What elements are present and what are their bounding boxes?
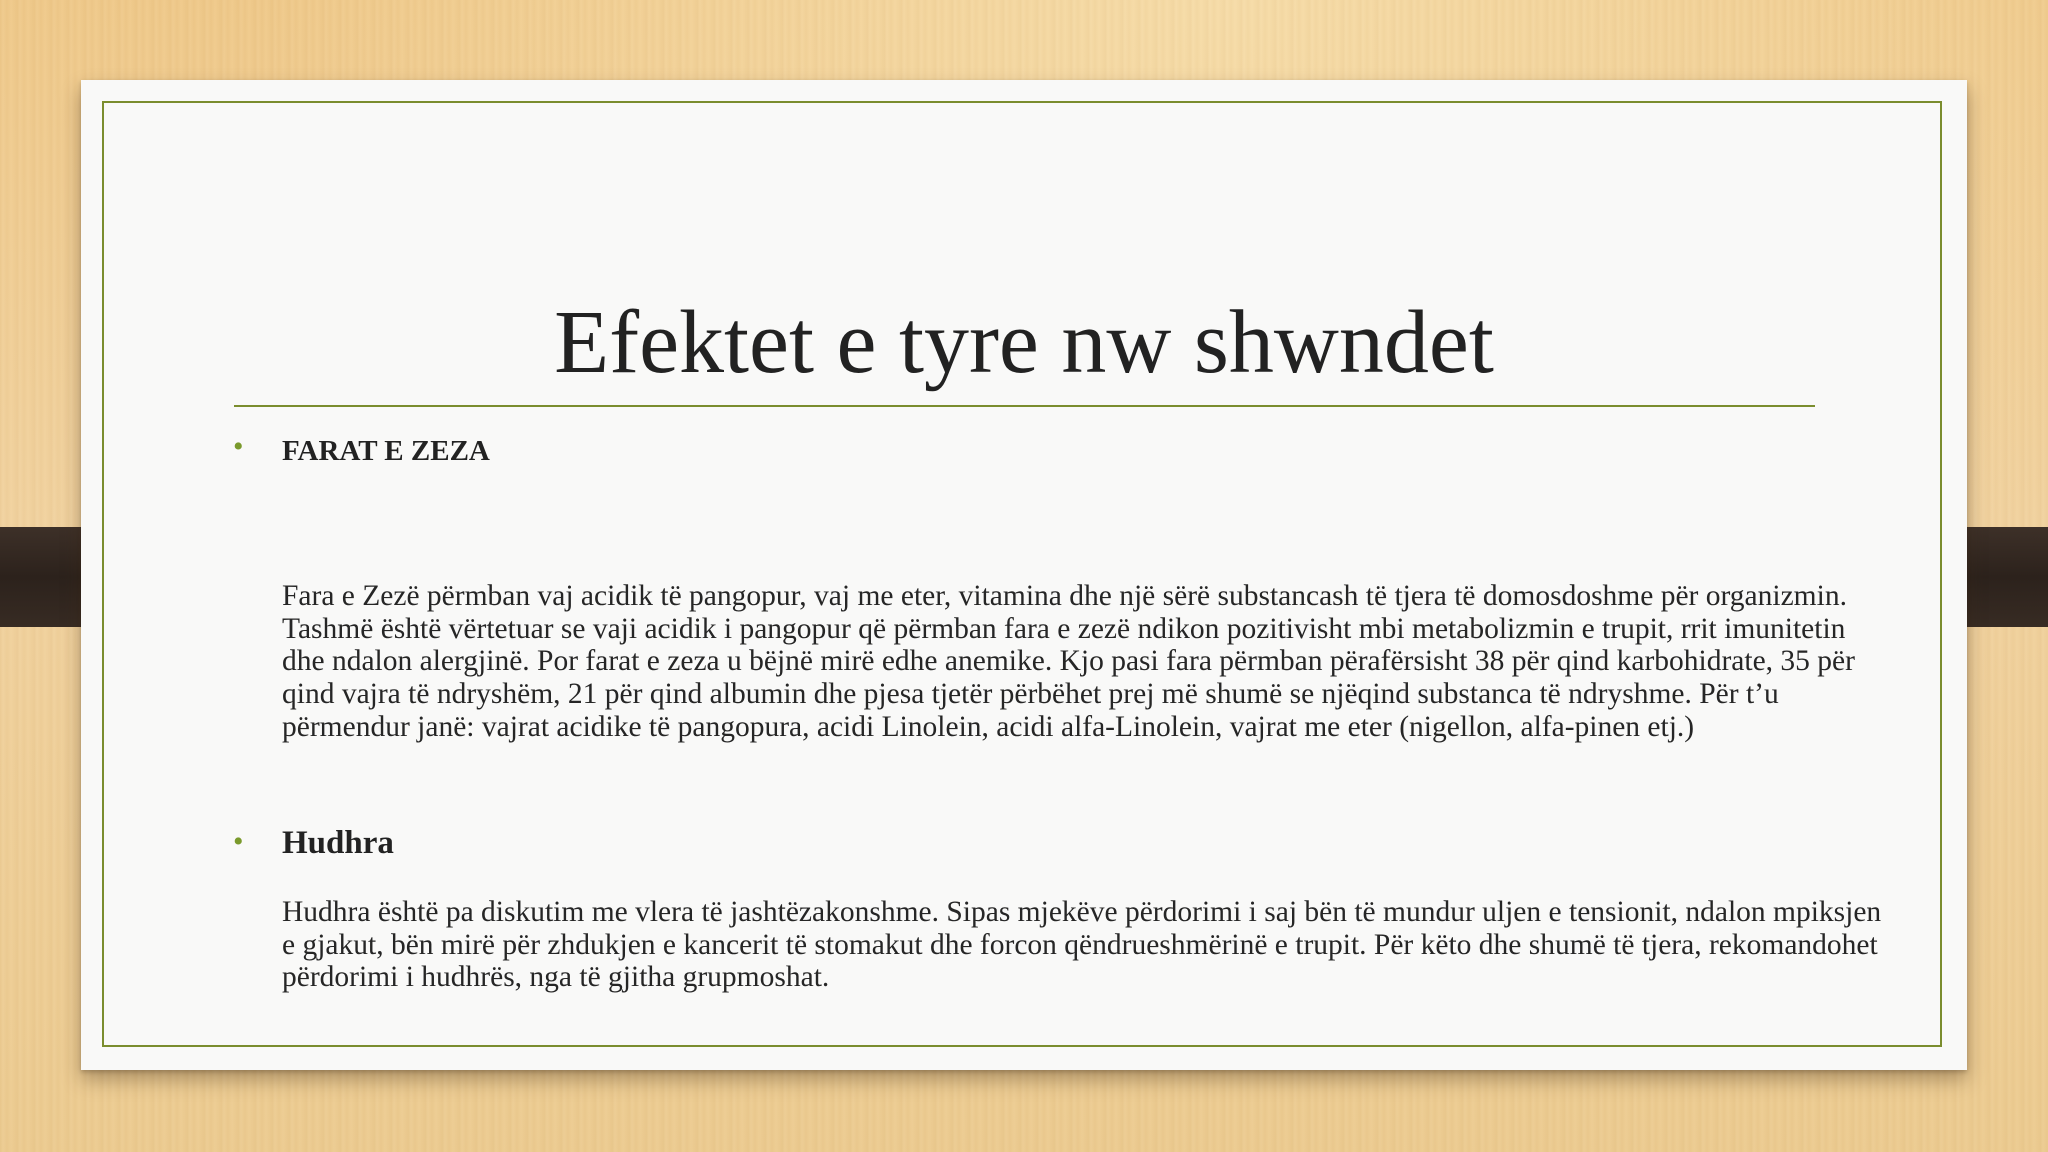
- section-heading: Hudhra: [282, 825, 394, 861]
- bullet-icon: •: [233, 825, 244, 858]
- slide-title: Efektet e tyre nw shwndet: [554, 293, 1494, 392]
- title-divider: [234, 405, 1815, 407]
- slide-card: [81, 80, 1967, 1070]
- section-body: Hudhra është pa diskutim me vlera të jashtëzakonshme. Sipas mjekëve përdorimi i saj bën të mundur uljen e tensionit, ndalon mpiksjen e gjakut, bën mirë për zhdukjen e kancerit të stomakut dhe forcon qëndrueshmërinë e trupit. Për këto dhe shumë të tjera, rekomandohet përdorimi i hudhrës, nga të gjitha grupmoshat.: [282, 896, 1882, 994]
- section-heading: FARAT E ZEZA: [282, 435, 490, 467]
- section-body: Fara e Zezë përmban vaj acidik të pangopur, vaj me eter, vitamina dhe një sërë substancash të tjera të domosdoshme për organizmin. Tashmë është vërtetuar se vaji acidik i pangopur që përmban fara e zezë ndikon pozitivisht mbi metabolizmin e trupit, rrit imunitetin dhe ndalon alergjinë. Por farat e zeza u bëjnë mirë edhe anemike. Kjo pasi fara përmban përafërsisht 38 për qind karbohidrate, 35 për qind vajra të ndryshëm, 21 për qind albumin dhe pjesa tjetër përbëhet prej më shumë se njëqind substanca të ndryshme. Për t’u përmendur janë: vajrat acidike të pangopura, acidi Linolein, acidi alfa-Linolein, vajrat me eter (nigellon, alfa-pinen etj.): [282, 580, 1855, 743]
- bullet-icon: •: [233, 430, 244, 463]
